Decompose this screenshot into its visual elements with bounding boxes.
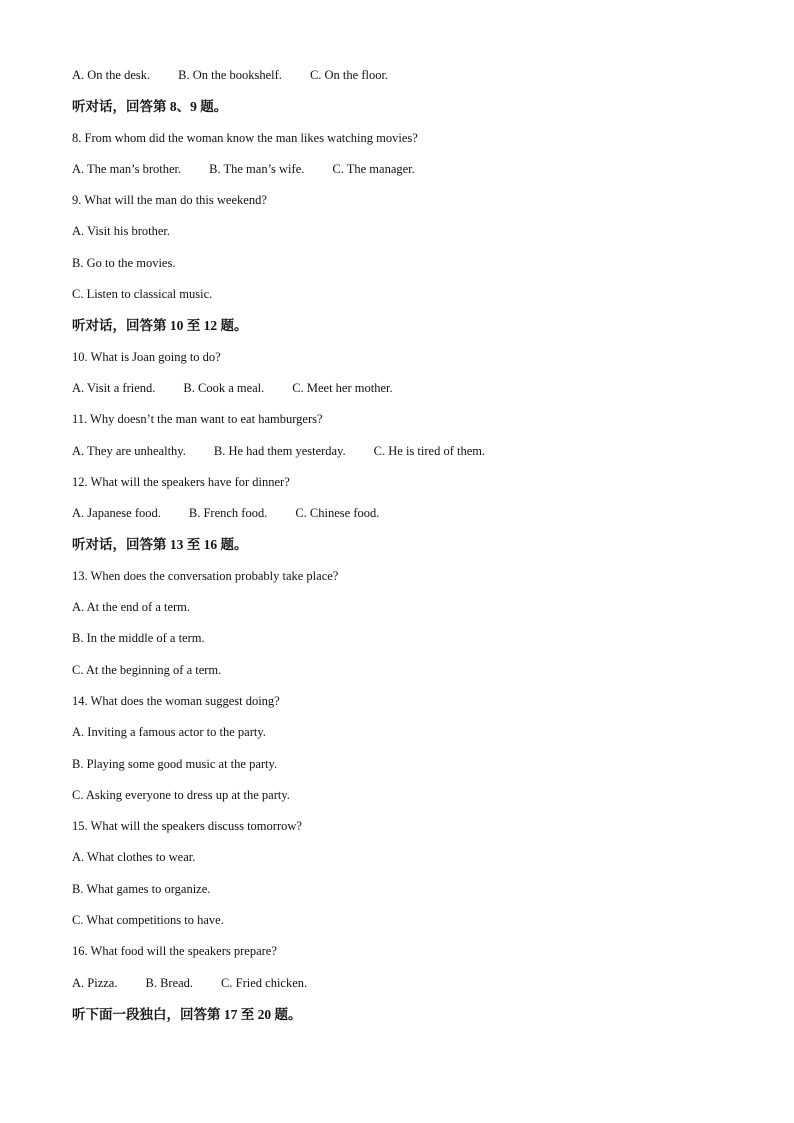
answer-option: A. Inviting a famous actor to the party.	[72, 725, 266, 740]
question-text: 10. What is Joan going to do?	[72, 349, 221, 364]
question-text: 13. When does the conversation probably take place?	[72, 568, 339, 583]
question-text: 11. Why doesn’t the man want to eat hamburgers?	[72, 412, 323, 427]
options-row	[72, 436, 732, 467]
answer-option: C. Asking everyone to dress up at the party.	[72, 787, 290, 802]
answer-option: A. They are unhealthy.	[72, 443, 186, 458]
section-heading: 听下面一段独白，回答第 17 至 20 题。	[72, 1006, 302, 1022]
question-text: 8. From whom did the woman know the man likes watching movies?	[72, 130, 418, 145]
answer-option: B. The man’s wife.	[209, 161, 305, 176]
answer-option: C. Chinese food.	[295, 506, 380, 521]
answer-option: B. He had them yesterday.	[213, 443, 346, 458]
answer-option: B. Cook a meal.	[183, 380, 265, 395]
options-row	[72, 498, 732, 529]
answer-option: B. On the bookshelf.	[178, 68, 282, 82]
answer-option: C. He is tired of them.	[373, 443, 486, 458]
answer-option: B. Go to the movies.	[72, 255, 176, 270]
options-row	[72, 60, 732, 91]
options-row	[72, 373, 732, 404]
answer-option: C. At the beginning of a term.	[72, 662, 222, 677]
answer-option: C. What competitions to have.	[72, 913, 224, 928]
answer-option: B. What games to organize.	[72, 881, 211, 896]
options-row	[72, 154, 732, 185]
answer-option: A. The man’s brother.	[72, 161, 182, 176]
answer-option: A. Pizza.	[72, 975, 118, 990]
answer-option: B. Bread.	[145, 975, 194, 990]
answer-option: C. Fried chicken.	[221, 975, 308, 990]
answer-option: A. Visit his brother.	[72, 224, 170, 239]
answer-option: B. Playing some good music at the party.	[72, 756, 278, 771]
answer-option: C. The manager.	[332, 161, 415, 176]
question-text: 16. What food will the speakers prepare?	[72, 944, 277, 959]
answer-option: A. On the desk.	[72, 68, 151, 82]
answer-option: A. Visit a friend.	[72, 380, 156, 395]
question-text: 14. What does the woman suggest doing?	[72, 693, 280, 708]
answer-option: A. What clothes to wear.	[72, 850, 196, 865]
question-text: 15. What will the speakers discuss tomorrow?	[72, 819, 302, 834]
question-text: 12. What will the speakers have for dinner?	[72, 474, 290, 489]
answer-option: C. Listen to classical music.	[72, 287, 213, 302]
answer-option: B. French food.	[188, 506, 268, 521]
answer-option: C. On the floor.	[309, 68, 389, 82]
answer-option: B. In the middle of a term.	[72, 631, 205, 646]
section-heading: 听对话，回答第 8、9 题。	[72, 99, 228, 115]
document-page	[72, 60, 732, 1030]
answer-option: C. Meet her mother.	[292, 380, 393, 395]
answer-option: A. At the end of a term.	[72, 600, 191, 615]
section-heading: 听对话，回答第 13 至 16 题。	[72, 537, 248, 553]
options-row	[72, 968, 732, 999]
answer-option: A. Japanese food.	[72, 506, 161, 521]
section-heading: 听对话，回答第 10 至 12 题。	[72, 318, 248, 334]
question-text: 9. What will the man do this weekend?	[72, 193, 267, 208]
